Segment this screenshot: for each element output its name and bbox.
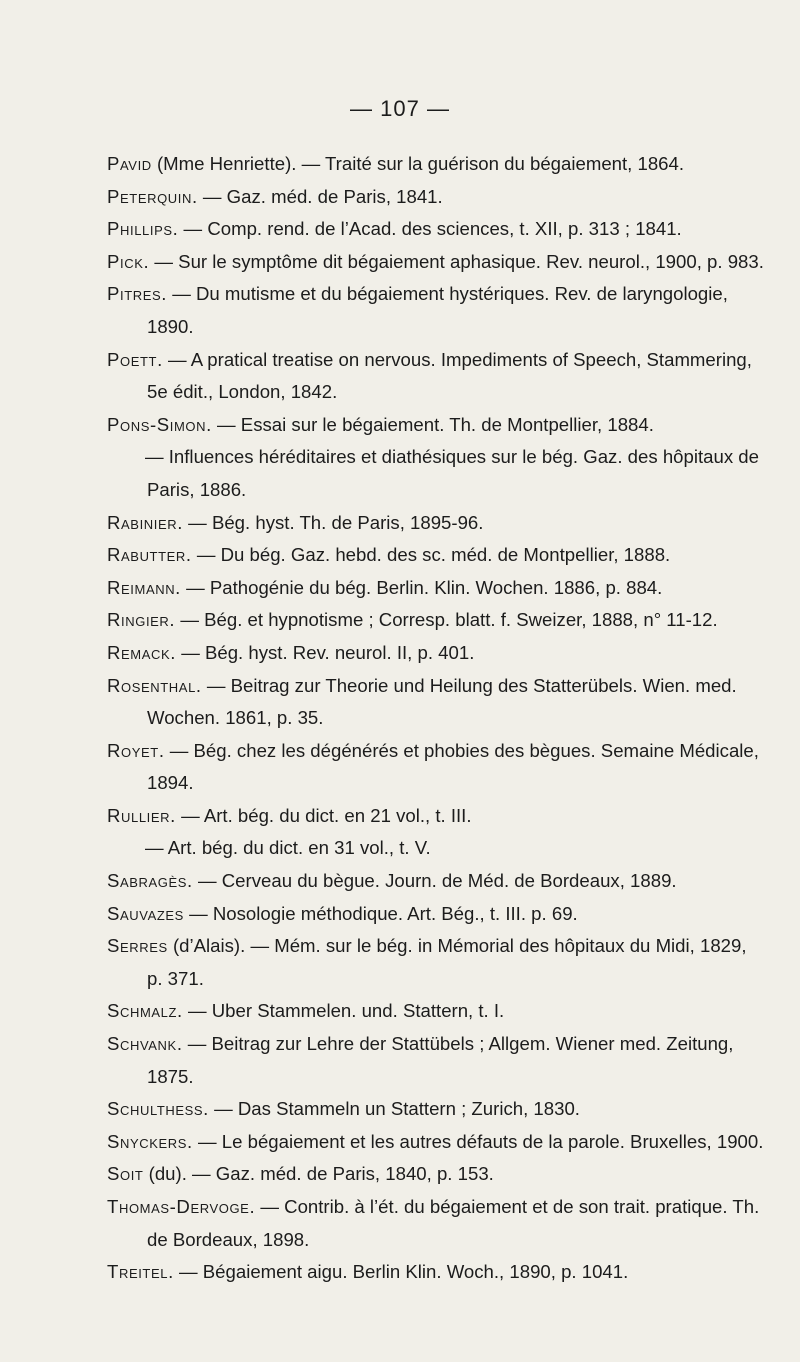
entry-author: Schulthess. (107, 1098, 209, 1120)
bibliography-entry (107, 1256, 767, 1289)
bibliography-list (107, 148, 767, 1289)
bibliography-entry (107, 995, 767, 1028)
entry-text: — Art. bég. du dict. en 31 vol., t. V. (145, 837, 431, 859)
entry-text: — Bég. hyst. Rev. neurol. II, p. 401. (176, 641, 475, 663)
bibliography-entry (107, 1093, 767, 1126)
bibliography-entry (107, 572, 767, 605)
entry-text: (d’Alais). — Mém. sur le bég. in Mémorial des hôpitaux du Midi, 1829, p. 371. (147, 935, 747, 989)
entry-text: — Comp. rend. de l’Acad. des sciences, t. XII, p. 313 ; 1841. (178, 218, 682, 240)
entry-author: Remack. (107, 641, 177, 663)
entry-author: Schvank. (107, 1033, 183, 1055)
bibliography-entry (107, 898, 767, 931)
entry-text: — Du bég. Gaz. hebd. des sc. méd. de Montpellier, 1888. (191, 544, 671, 566)
bibliography-entry (107, 670, 767, 735)
bibliography-entry (107, 1158, 767, 1191)
entry-author: Soit (107, 1163, 144, 1185)
bibliography-entry (107, 637, 767, 670)
entry-text: (du). — Gaz. méd. de Paris, 1840, p. 153. (143, 1163, 494, 1185)
entry-text: — Du mutisme et du bégaiement hystériques. Rev. de laryngologie, 1890. (147, 283, 728, 337)
entry-author: Treitel. (107, 1261, 174, 1283)
bibliography-entry (107, 181, 767, 214)
bibliography-entry (107, 278, 767, 343)
entry-text: — Das Stammeln un Stattern ; Zurich, 1830. (208, 1098, 580, 1120)
page-number: — 107 — (350, 96, 450, 121)
entry-text: — Sur le symptôme dit bégaiement aphasique. Rev. neurol., 1900, p. 983. (149, 250, 764, 272)
entry-text: — Gaz. méd. de Paris, 1841. (197, 185, 443, 207)
bibliography-entry (107, 1191, 767, 1256)
entry-author: Rabutter. (107, 544, 192, 566)
bibliography-entry (107, 604, 767, 637)
entry-text: — Bég. hyst. Th. de Paris, 1895-96. (183, 511, 484, 533)
bibliography-entry (107, 800, 767, 833)
entry-author: Serres (107, 935, 168, 957)
entry-author: Pick. (107, 250, 150, 272)
entry-author: Ringier. (107, 609, 176, 631)
entry-author: Royet. (107, 739, 165, 761)
bibliography-entry (107, 213, 767, 246)
entry-text: — Le bégaiement et les autres défauts de la parole. Bruxelles, 1900. (192, 1130, 764, 1152)
entry-text: — Nosologie méthodique. Art. Bég., t. III. p. 69. (183, 902, 578, 924)
entry-text: — Cerveau du bègue. Journ. de Méd. de Bordeaux, 1889. (192, 870, 677, 892)
entry-text: — Uber Stammelen. und. Stattern, t. I. (182, 1000, 505, 1022)
entry-author: Sauvazes (107, 902, 184, 924)
bibliography-entry (107, 409, 767, 442)
bibliography-entry (107, 539, 767, 572)
entry-text: — Pathogénie du bég. Berlin. Klin. Wochen. 1886, p. 884. (180, 576, 663, 598)
entry-text: — Essai sur le bégaiement. Th. de Montpellier, 1884. (211, 413, 654, 435)
entry-text: — Contrib. à l’ét. du bégaiement et de son trait. pratique. Th. de Bordeaux, 1898. (147, 1196, 760, 1250)
entry-text: — Beitrag zur Theorie und Heilung des Statterübels. Wien. med. Wochen. 1861, p. 35. (147, 674, 737, 729)
entry-author: Peterquin. (107, 185, 198, 207)
entry-author: Rabinier. (107, 511, 184, 533)
bibliography-entry (107, 735, 767, 800)
entry-text: — A pratical treatise on nervous. Impediments of Speech, Stammering, 5e édit., London, 1842. (147, 348, 752, 403)
entry-text: — Beitrag zur Lehre der Stattübels ; Allgem. Wiener med. Zeitung, 1875. (147, 1033, 734, 1087)
entry-text: — Bég. et hypnotisme ; Corresp. blatt. f. Sweizer, 1888, n° 11-12. (175, 609, 718, 631)
bibliography-entry (107, 930, 767, 995)
bibliography-subentry (107, 441, 767, 506)
entry-author: Rullier. (107, 804, 176, 826)
entry-author: Snyckers. (107, 1130, 193, 1152)
entry-text: — Bég. chez les dégénérés et phobies des bègues. Semaine Médicale, 1894. (147, 739, 759, 794)
bibliography-entry (107, 865, 767, 898)
entry-author: Poett. (107, 348, 163, 370)
entry-text: — Influences héréditaires et diathésiques sur le bég. Gaz. des hôpitaux de Paris, 1886. (145, 446, 759, 500)
bibliography-entry (107, 344, 767, 409)
entry-author: Reimann. (107, 576, 181, 598)
entry-author: Sabragès. (107, 870, 193, 892)
entry-author: Pons-Simon. (107, 413, 212, 435)
bibliography-entry (107, 507, 767, 540)
bibliography-entry (107, 1126, 767, 1159)
bibliography-subentry (107, 832, 767, 865)
entry-author: Thomas-Dervoge. (107, 1196, 256, 1217)
entry-author: Pitres. (107, 283, 168, 305)
entry-author: Rosenthal. (107, 674, 202, 696)
bibliography-entry (107, 1028, 767, 1093)
entry-author: Phillips. (107, 218, 179, 240)
entry-text: — Art. bég. du dict. en 21 vol., t. III. (175, 804, 472, 826)
entry-author: Schmalz. (107, 1000, 183, 1022)
bibliography-entry (107, 148, 767, 181)
entry-text: — Bégaiement aigu. Berlin Klin. Woch., 1890, p. 1041. (173, 1261, 629, 1283)
bibliography-entry (107, 246, 767, 279)
entry-author: Pavid (107, 153, 152, 174)
entry-text: (Mme Henriette). — Traité sur la guérison du bégaiement, 1864. (151, 153, 685, 174)
